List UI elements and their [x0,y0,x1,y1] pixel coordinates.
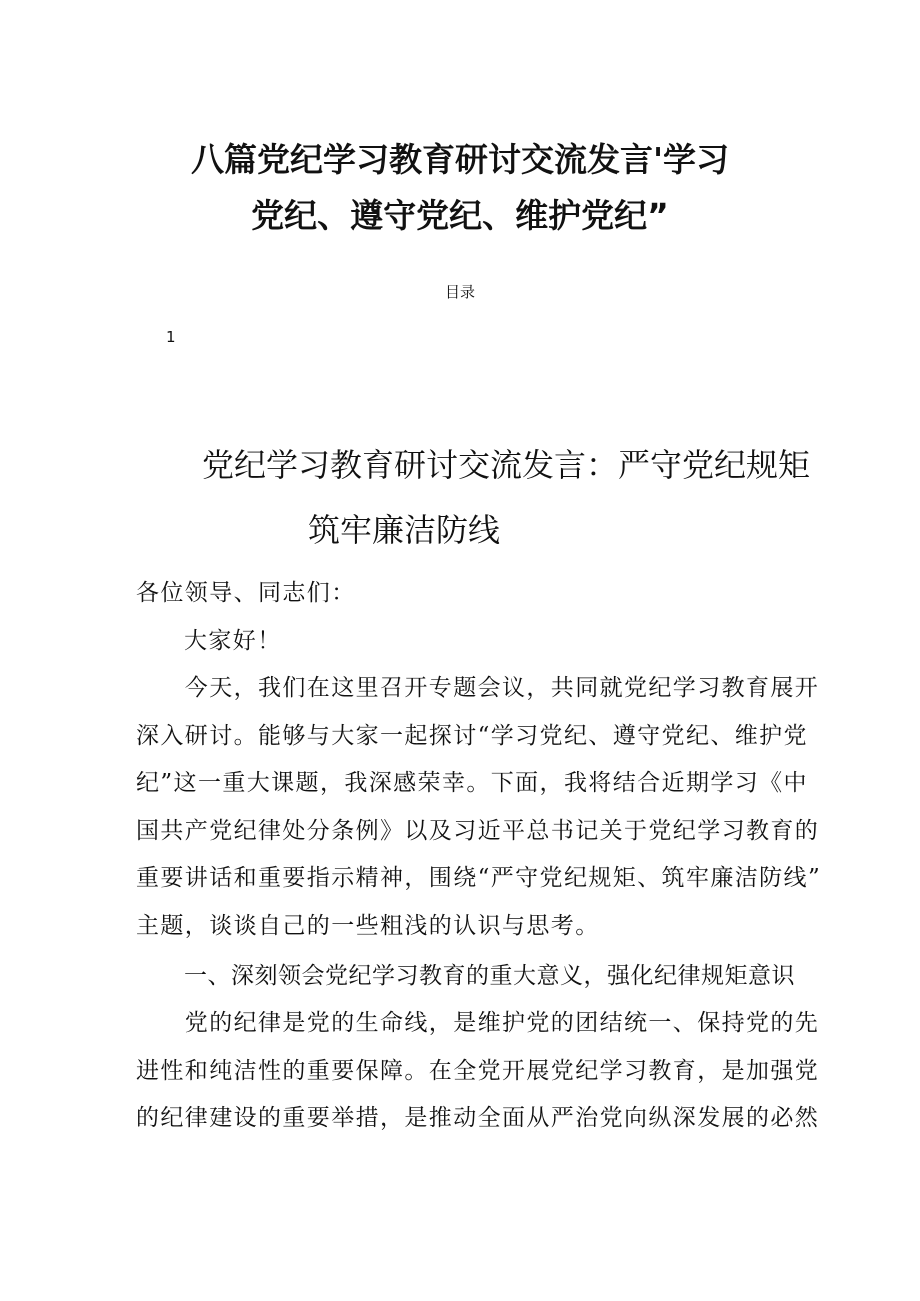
paragraph-line: 重要讲话和重要指示精神，围绕“严守党纪规矩、筑牢廉洁防线” [136,865,822,891]
salutation: 各位领导、同志们： [136,580,356,606]
paragraph-line: 国共产党纪律处分条例》以及习近平总书记关于党纪学习教育的 [136,817,820,844]
paragraph-intro [136,665,822,950]
toc-heading: 目录 [444,283,475,301]
paragraph-line: 的纪律建设的重要举措，是推动全面从严治党向纵深发展的必然 [136,1105,820,1131]
paragraph-line: 深入研讨。能够与大家一起探讨“学习党纪、遵守党纪、维护党 [136,722,808,749]
paragraph-line: 今天，我们在这里召开专题会议，共同就党纪学习教育展开 [136,675,820,701]
paragraph-line: 进性和纯洁性的重要保障。在全党开展党纪学习教育，是加强党 [136,1057,820,1084]
toc-entry-number: 1 [166,328,176,346]
paragraph-line: 主题，谈谈自己的一些粗浅的认识与思考。 [136,912,600,939]
section-title-line-2: 筑牢廉洁防线 [308,511,501,549]
paragraph-line: 纪”这一重大课题，我深感荣幸。下面，我将结合近期学习《中 [136,770,808,796]
document-title-line-1: 八篇党纪学习教育研讨交流发言'学习 [190,140,730,179]
document-title-line-2: 党纪、遵守党纪、维护党纪” [251,196,669,235]
greeting: 大家好！ [184,628,282,654]
paragraph-line: 党的纪律是党的生命线，是维护党的团结统一、保持党的先 [136,1010,820,1036]
section-title-line-1: 党纪学习教育研讨交流发言：严守党纪规矩 [202,446,811,484]
subheading-1: 一、深刻领会党纪学习教育的重大意义，强化纪律规矩意识 [184,963,795,989]
paragraph-significance [136,1000,820,1143]
